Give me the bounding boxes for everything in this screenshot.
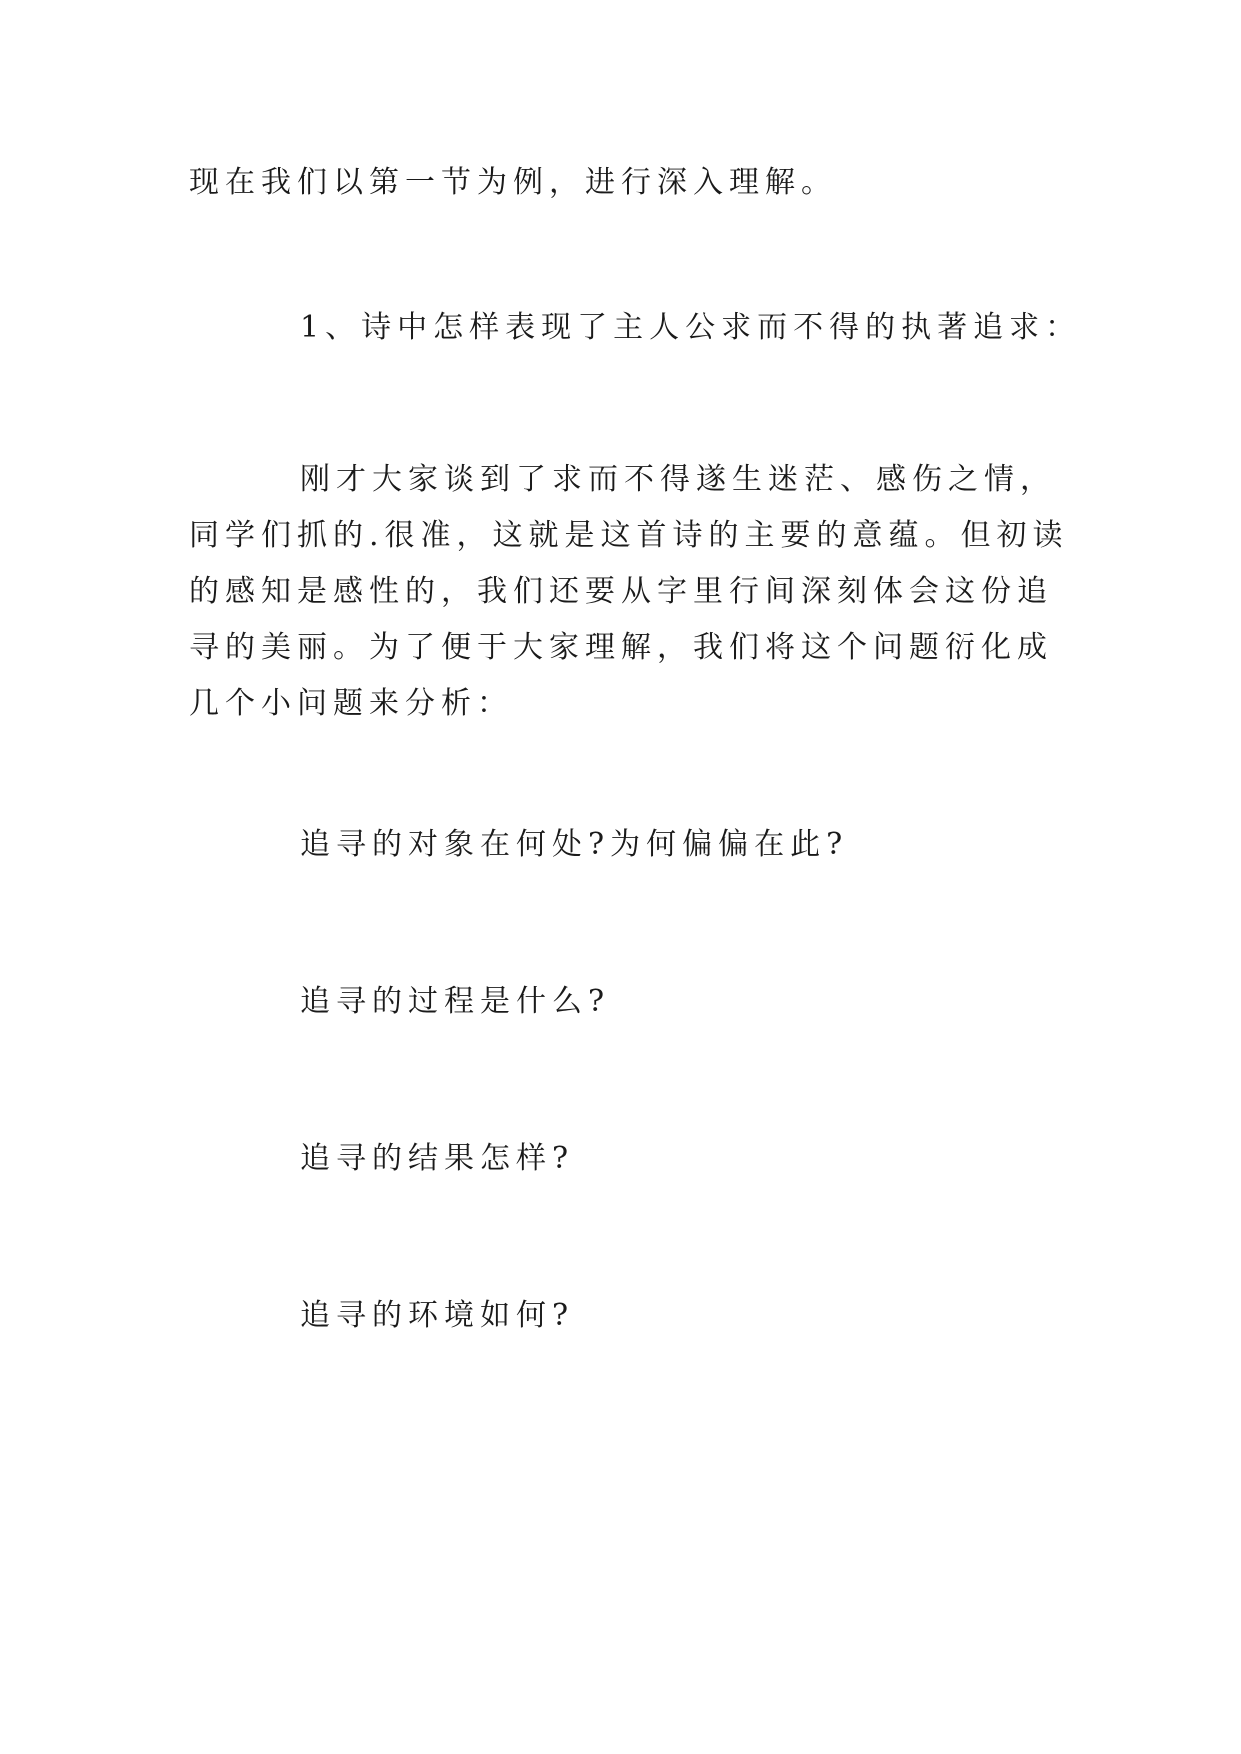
body-paragraph: 刚才大家谈到了求而不得遂生迷茫、感伤之情，同学们抓的.很准，这就是这首诗的主要的意蕴。但初读的感知是感性的，我们还要从字里行间深刻体会这份追寻的美丽。为了便于大家理解，我们将这个问题衍化成几个小问题来分析：: [189, 462, 1069, 721]
sub-question-1: 追寻的对象在何处?为何偏偏在此?: [300, 827, 849, 862]
intro-line: 现在我们以第一节为例，进行深入理解。: [189, 165, 837, 200]
sub-question-4: 追寻的环境如何?: [300, 1298, 575, 1333]
sub-question-3: 追寻的结果怎样?: [300, 1141, 575, 1176]
sub-question-2: 追寻的过程是什么?: [300, 984, 611, 1019]
question-heading: 1、诗中怎样表现了主人公求而不得的执著追求：: [300, 310, 1082, 345]
